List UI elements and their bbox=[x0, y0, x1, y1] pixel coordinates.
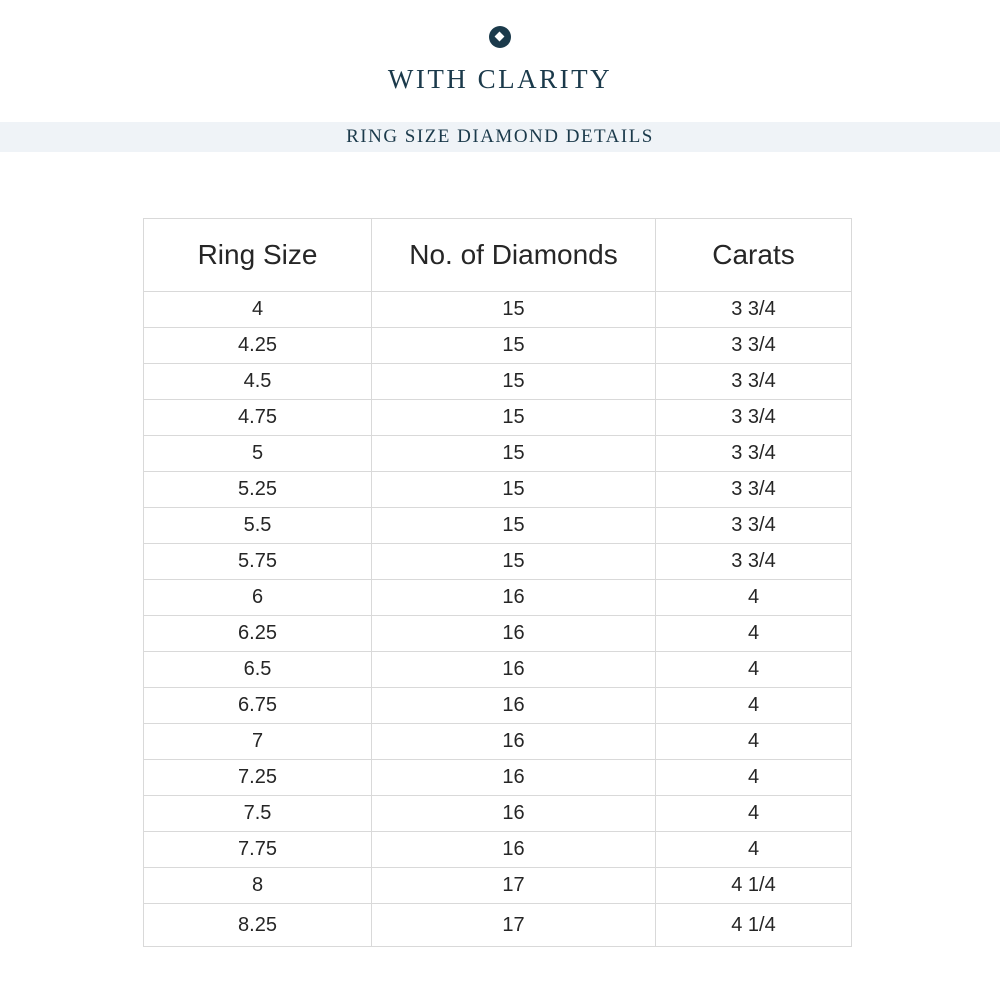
cell-carats: 4 1/4 bbox=[656, 904, 852, 947]
table-row bbox=[144, 544, 852, 580]
table-row bbox=[144, 400, 852, 436]
cell-carats: 3 3/4 bbox=[656, 328, 852, 364]
cell-ring-size: 6.25 bbox=[144, 616, 372, 652]
table-row bbox=[144, 616, 852, 652]
cell-ring-size: 4.25 bbox=[144, 328, 372, 364]
table-row bbox=[144, 688, 852, 724]
page-title: RING SIZE DIAMOND DETAILS bbox=[346, 126, 654, 147]
table-row bbox=[144, 580, 852, 616]
table-row bbox=[144, 904, 852, 947]
cell-ring-size: 7 bbox=[144, 724, 372, 760]
table-row bbox=[144, 652, 852, 688]
ring-size-table-container bbox=[143, 218, 851, 947]
cell-carats: 3 3/4 bbox=[656, 508, 852, 544]
cell-carats: 3 3/4 bbox=[656, 400, 852, 436]
header-no-of-diamonds: No. of Diamonds bbox=[372, 219, 656, 292]
cell-carats: 4 bbox=[656, 832, 852, 868]
cell-carats: 4 bbox=[656, 652, 852, 688]
cell-carats: 3 3/4 bbox=[656, 436, 852, 472]
cell-carats: 4 bbox=[656, 616, 852, 652]
table-row bbox=[144, 292, 852, 328]
cell-carats: 3 3/4 bbox=[656, 472, 852, 508]
table-row bbox=[144, 508, 852, 544]
table-row bbox=[144, 832, 852, 868]
brand-name: WITH CLARITY bbox=[387, 64, 613, 94]
cell-ring-size: 7.25 bbox=[144, 760, 372, 796]
cell-no-of-diamonds: 15 bbox=[372, 508, 656, 544]
cell-ring-size: 7.75 bbox=[144, 832, 372, 868]
cell-no-of-diamonds: 16 bbox=[372, 580, 656, 616]
cell-ring-size: 7.5 bbox=[144, 796, 372, 832]
cell-no-of-diamonds: 17 bbox=[372, 904, 656, 947]
cell-ring-size: 4 bbox=[144, 292, 372, 328]
diamond-circle-icon bbox=[489, 26, 511, 48]
cell-carats: 4 bbox=[656, 580, 852, 616]
table-row bbox=[144, 760, 852, 796]
table-row bbox=[144, 436, 852, 472]
cell-no-of-diamonds: 15 bbox=[372, 400, 656, 436]
cell-ring-size: 8 bbox=[144, 868, 372, 904]
cell-carats: 4 bbox=[656, 724, 852, 760]
cell-ring-size: 6.75 bbox=[144, 688, 372, 724]
cell-ring-size: 5.5 bbox=[144, 508, 372, 544]
table-row bbox=[144, 472, 852, 508]
table-row bbox=[144, 328, 852, 364]
header-carats: Carats bbox=[656, 219, 852, 292]
cell-ring-size: 6.5 bbox=[144, 652, 372, 688]
cell-no-of-diamonds: 16 bbox=[372, 832, 656, 868]
cell-ring-size: 5 bbox=[144, 436, 372, 472]
table-row bbox=[144, 868, 852, 904]
page-title-banner bbox=[0, 122, 1000, 152]
cell-ring-size: 8.25 bbox=[144, 904, 372, 947]
cell-no-of-diamonds: 16 bbox=[372, 652, 656, 688]
cell-ring-size: 6 bbox=[144, 580, 372, 616]
cell-ring-size: 5.75 bbox=[144, 544, 372, 580]
ring-size-table bbox=[143, 218, 852, 947]
cell-no-of-diamonds: 16 bbox=[372, 616, 656, 652]
brand-header bbox=[0, 26, 1000, 95]
cell-no-of-diamonds: 15 bbox=[372, 544, 656, 580]
cell-no-of-diamonds: 17 bbox=[372, 868, 656, 904]
cell-carats: 3 3/4 bbox=[656, 292, 852, 328]
cell-carats: 4 bbox=[656, 796, 852, 832]
cell-carats: 4 1/4 bbox=[656, 868, 852, 904]
cell-carats: 4 bbox=[656, 760, 852, 796]
table-row bbox=[144, 796, 852, 832]
cell-no-of-diamonds: 15 bbox=[372, 472, 656, 508]
cell-no-of-diamonds: 16 bbox=[372, 688, 656, 724]
cell-no-of-diamonds: 15 bbox=[372, 328, 656, 364]
cell-carats: 3 3/4 bbox=[656, 364, 852, 400]
cell-no-of-diamonds: 15 bbox=[372, 436, 656, 472]
cell-ring-size: 5.25 bbox=[144, 472, 372, 508]
cell-carats: 4 bbox=[656, 688, 852, 724]
cell-ring-size: 4.75 bbox=[144, 400, 372, 436]
cell-no-of-diamonds: 15 bbox=[372, 364, 656, 400]
cell-no-of-diamonds: 16 bbox=[372, 760, 656, 796]
table-row bbox=[144, 364, 852, 400]
cell-no-of-diamonds: 15 bbox=[372, 292, 656, 328]
table-header-row bbox=[144, 219, 852, 292]
cell-no-of-diamonds: 16 bbox=[372, 796, 656, 832]
header-ring-size: Ring Size bbox=[144, 219, 372, 292]
cell-carats: 3 3/4 bbox=[656, 544, 852, 580]
cell-no-of-diamonds: 16 bbox=[372, 724, 656, 760]
table-row bbox=[144, 724, 852, 760]
cell-ring-size: 4.5 bbox=[144, 364, 372, 400]
